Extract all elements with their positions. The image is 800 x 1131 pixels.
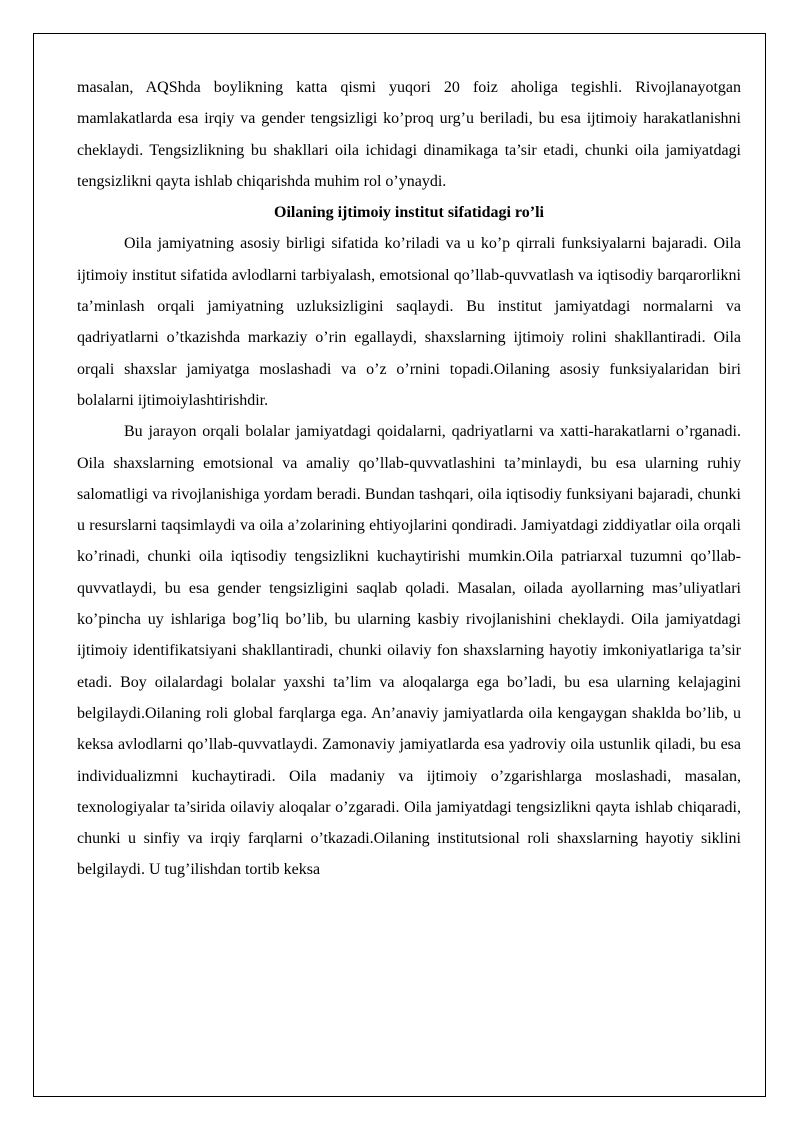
paragraph-2: Oila jamiyatning asosiy birligi sifatida ko’riladi va u ko’p qirrali funksiyalarni bajaradi. Oila ijtimoiy institut sifatida avlodlarni tarbiyalash, emotsional qo’llab-quvvatlash va iqtisodiy barqarorlikni ta’minlash orqali jamiyatning uzluksizligini saqlaydi. Bu institut jamiyatdagi normalarni va qadriyatlarni o’tkazishda markaziy o’rin egallaydi, shaxslarning ijtimoiy rolini shakllantiradi. Oila orqali shaxslar jamiyatga moslashadi va o’z o’rnini topadi.Oilaning asosiy funksiyalaridan biri bolalarni ijtimoiylashtirishdir.: [77, 235, 741, 409]
paragraph-1: masalan, AQShda boylikning katta qismi yuqori 20 foiz aholiga tegishli. Rivojlanayotgan mamlakatlarda esa irqiy va gender tengsizligi ko’proq urg’u beriladi, bu esa ijtimoiy harakatlanishni cheklaydi. Tengsizlikning bu shakllari oila ichidagi dinamikaga ta’sir etadi, chunki oila jamiyatdagi tengsizlikni qayta ishlab chiqarishda muhim rol o’ynaydi.: [77, 79, 741, 190]
section-heading: Oilaning ijtimoiy institut sifatidagi ro’li: [274, 204, 544, 222]
paragraph-3: Bu jarayon orqali bolalar jamiyatdagi qoidalarni, qadriyatlarni va xatti-harakatlarni o’rganadi. Oila shaxslarning emotsional va amaliy qo’llab-quvvatlashini ta’minlaydi, bu esa ularning ruhiy salomatligi va rivojlanishiga yordam beradi. Bundan tashqari, oila iqtisodiy funksiyani bajaradi, chunki u resurslarni taqsimlaydi va oila a’zolarining ehtiyojlarini qondiradi. Jamiyatdagi ziddiyatlar oila orqali ko’rinadi, chunki oila iqtisodiy tengsizlikni kuchaytirishi mumkin.Oila patriarxal tuzumni qo’llab-quvvatlaydi, bu esa gender tengsizligini saqlab qoladi. Masalan, oilada ayollarning mas’uliyatlari ko’pincha uy ishlariga bog’liq bo’lib, bu ularning kasbiy rivojlanishini cheklaydi. Oila jamiyatdagi ijtimoiy identifikatsiyani shakllantiradi, chunki oilaviy fon shaxslarning hayotiy imkoniyatlariga ta’sir etadi. Boy oilalardagi bolalar yaxshi ta’lim va aloqalarga ega bo’ladi, bu esa ularning kelajagini belgilaydi.Oilaning roli global farqlarga ega. An’anaviy jamiyatlarda oila kengaygan shaklda bo’lib, u keksa avlodlarni qo’llab-quvvatlaydi. Zamonaviy jamiyatlarda esa yadroviy oila ustunlik qiladi, bu esa individualizmni kuchaytiradi. Oila madaniy va ijtimoiy o’zgarishlarga moslashadi, masalan, texnologiyalar ta’sirida oilaviy aloqalar o’zgaradi. Oila jamiyatdagi tengsizlikni qayta ishlab chiqaradi, chunki u sinfiy va irqiy farqlarni o’tkazadi.Oilaning institutsional roli shaxslarning hayotiy siklini belgilaydi. U tug’ilishdan tortib keksa: [77, 423, 741, 879]
document-body: [77, 72, 741, 886]
